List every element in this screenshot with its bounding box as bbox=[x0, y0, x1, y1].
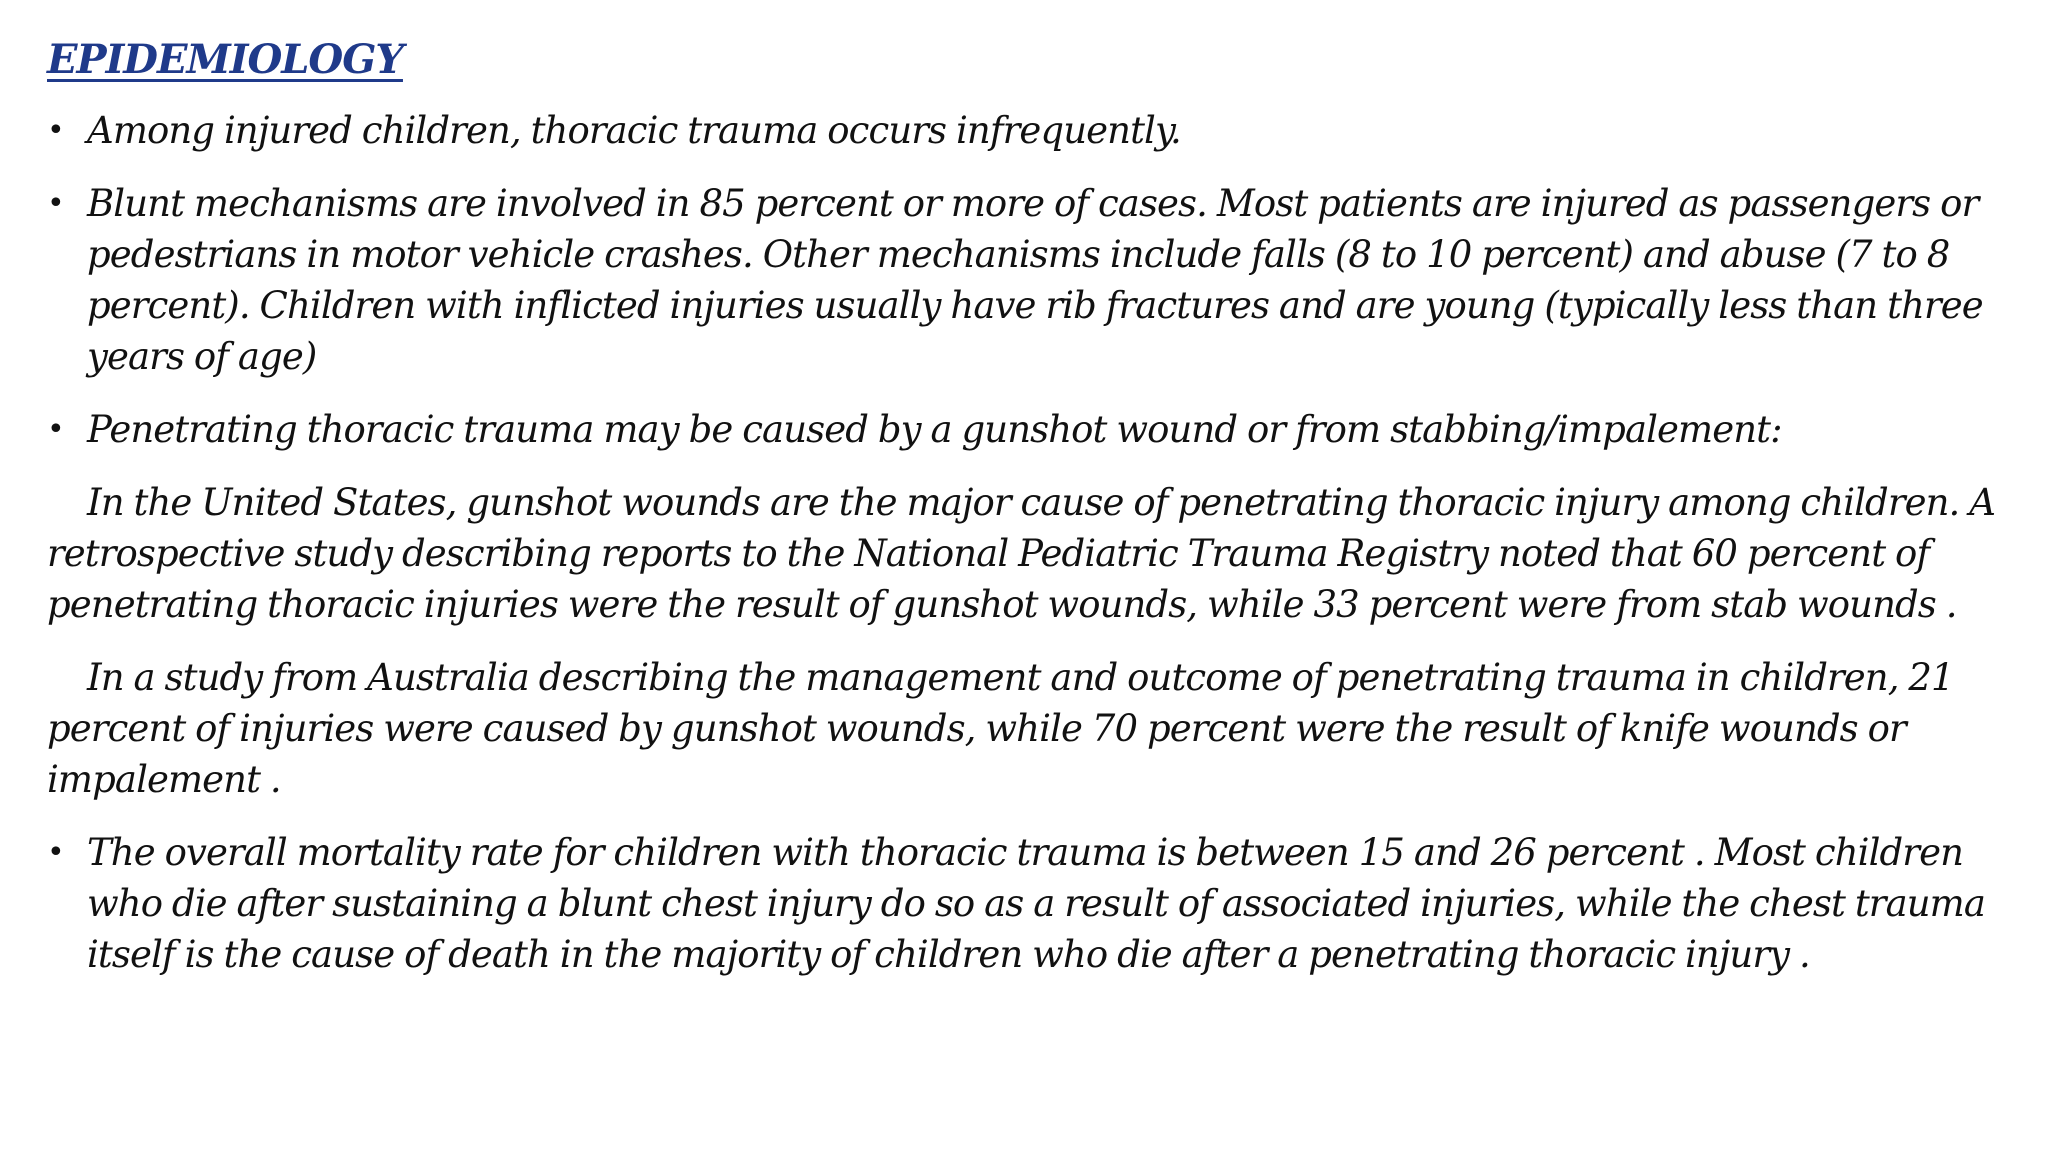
bullet-text: Among injured children, thoracic trauma occurs infrequently. bbox=[87, 109, 1181, 152]
bullet-icon: • bbox=[47, 835, 64, 870]
bullet-icon: • bbox=[47, 113, 64, 148]
bullet-item-mortality bbox=[47, 827, 2017, 980]
slide-content bbox=[47, 105, 2017, 1002]
bullet-text: The overall mortality rate for children with thoracic trauma is between 15 and 26 percent . Most children who die after sustaining a blunt chest injury do so as a result of associated injuries, while the chest trauma itself is the cause of death in the majority of children who die after a penetrating thoracic injury . bbox=[87, 831, 1986, 976]
paragraph-australia: In a study from Australia describing the management and outcome of penetrating trauma in children, 21 percent of injuries were caused by gunshot wounds, while 70 percent were the result of knife wounds or impalement . bbox=[47, 656, 1954, 801]
bullet-text: Blunt mechanisms are involved in 85 percent or more of cases. Most patients are injured as passengers or pedestrians in motor vehicle crashes. Other mechanisms include falls (8 to 10 percent) and abuse (7 to 8 percent). Children with inflicted injuries usually have rib fractures and are young (typically less than three years of age) bbox=[87, 182, 1983, 378]
slide-title: EPIDEMIOLOGY bbox=[47, 36, 403, 83]
paragraph-united-states: In the United States, gunshot wounds are the major cause of penetrating thoracic injury among children. A retrospective study describing reports to the National Pediatric Trauma Registry noted that 60 percent of penetrating thoracic injuries were the result of gunshot wounds, while 33 percent were from stab wounds . bbox=[47, 481, 1996, 626]
bullet-item-blunt-mechanisms bbox=[47, 178, 2017, 382]
bullet-text: Penetrating thoracic trauma may be caused by a gunshot wound or from stabbing/impalement: bbox=[87, 408, 1782, 451]
bullet-item-penetrating-trauma bbox=[47, 404, 2017, 455]
bullet-icon: • bbox=[47, 186, 64, 221]
bullet-item-incidence bbox=[47, 105, 2017, 156]
bullet-icon: • bbox=[47, 412, 64, 447]
